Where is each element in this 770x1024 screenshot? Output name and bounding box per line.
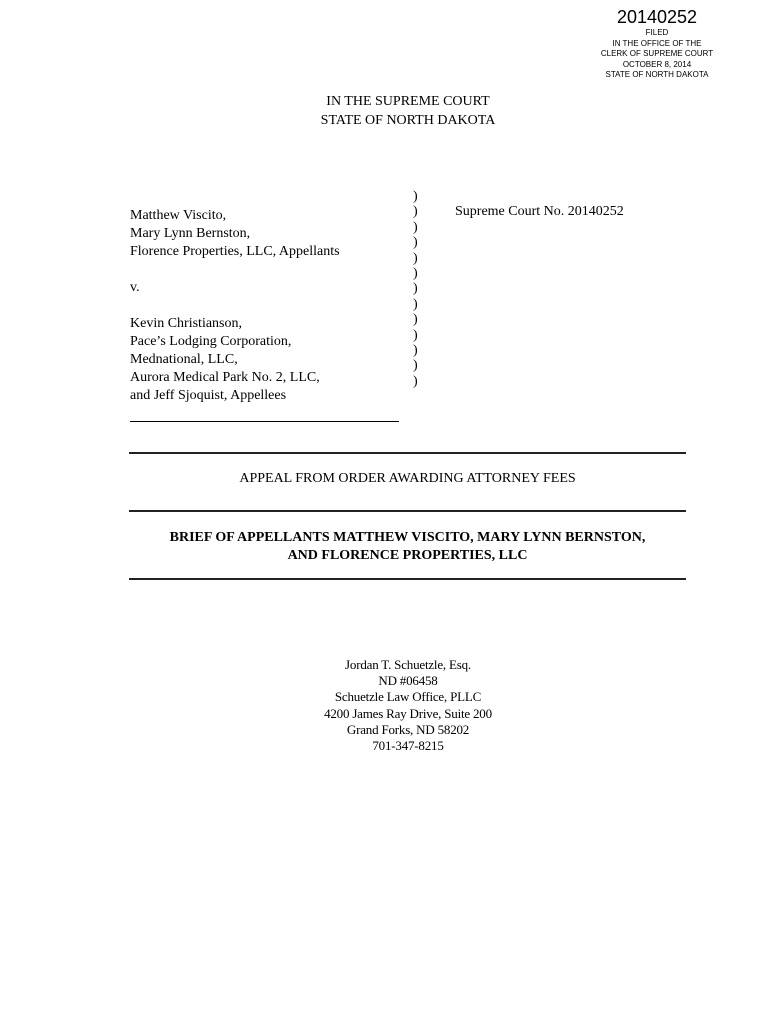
counsel-phone: 701-347-8215 <box>372 738 444 754</box>
court-state: STATE OF NORTH DAKOTA <box>320 112 496 128</box>
bottom-rule <box>129 578 686 580</box>
filing-stamp <box>587 6 727 81</box>
stamp-line: STATE OF NORTH DAKOTA <box>605 70 709 79</box>
caption-parenthesis: ) <box>413 343 418 359</box>
stamp-line: IN THE OFFICE OF THE <box>612 38 702 48</box>
counsel-street: 4200 James Ray Drive, Suite 200 <box>324 705 492 721</box>
caption-parenthesis: ) <box>413 327 418 343</box>
brief-title <box>129 529 686 565</box>
counsel-firm: Schuetzle Law Office, PLLC <box>334 689 482 705</box>
caption-parenthesis: ) <box>413 235 418 251</box>
caption-parenthesis: ) <box>413 281 418 297</box>
appellee-name: Mednational, LLC, <box>130 352 238 367</box>
caption-spacer <box>130 297 410 315</box>
stamp-line: CLERK OF SUPREME COURT <box>600 49 714 58</box>
caption-parenthesis: ) <box>413 266 418 282</box>
caption-parenthesis: ) <box>413 250 418 266</box>
appellant-name: Mary Lynn Bernston, <box>130 226 251 241</box>
stamp-line: FILED <box>645 28 669 37</box>
caption-underline <box>130 421 399 422</box>
appellant-name: Florence Properties, LLC, Appellants <box>130 244 340 259</box>
brief-title-line: BRIEF OF APPELLANTS MATTHEW VISCITO, MARY LYNN BERNSTON, <box>169 530 646 545</box>
caption-parenthesis: ) <box>413 219 418 235</box>
caption-parenthesis: ) <box>413 312 418 328</box>
court-heading <box>258 93 558 130</box>
caption-parenthesis: ) <box>413 189 418 204</box>
stamp-case-number: 20140252 <box>616 7 698 27</box>
brief-title-line: AND FLORENCE PROPERTIES, LLC <box>287 548 528 563</box>
counsel-bar-number: ND #06458 <box>378 673 438 689</box>
versus-label: v. <box>130 280 140 295</box>
caption-parenthesis: ) <box>413 358 418 374</box>
top-rule <box>129 452 686 454</box>
appellee-name: Pace’s Lodging Corporation, <box>130 334 292 349</box>
caption-parenthesis: ) <box>413 204 418 220</box>
appellee-name: and Jeff Sjoquist, Appellees <box>130 388 287 403</box>
caption-spacer <box>130 261 410 279</box>
appellee-name: Kevin Christianson, <box>130 316 242 331</box>
counsel-block <box>258 657 558 754</box>
court-name: IN THE SUPREME COURT <box>326 94 490 109</box>
case-caption-parties <box>130 207 410 405</box>
appellee-name: Aurora Medical Park No. 2, LLC, <box>130 370 320 385</box>
appellant-name: Matthew Viscito, <box>130 208 227 223</box>
counsel-name: Jordan T. Schuetzle, Esq. <box>345 657 471 672</box>
caption-parenthesis: ) <box>413 373 418 389</box>
counsel-city: Grand Forks, ND 58202 <box>346 721 470 737</box>
supreme-court-number: Supreme Court No. 20140252 <box>455 204 624 219</box>
caption-parenthesis-column <box>413 189 423 389</box>
caption-parenthesis: ) <box>413 296 418 312</box>
stamp-line: OCTOBER 8, 2014 <box>622 59 692 69</box>
middle-rule <box>129 510 686 512</box>
appeal-title: APPEAL FROM ORDER AWARDING ATTORNEY FEES <box>239 471 576 486</box>
